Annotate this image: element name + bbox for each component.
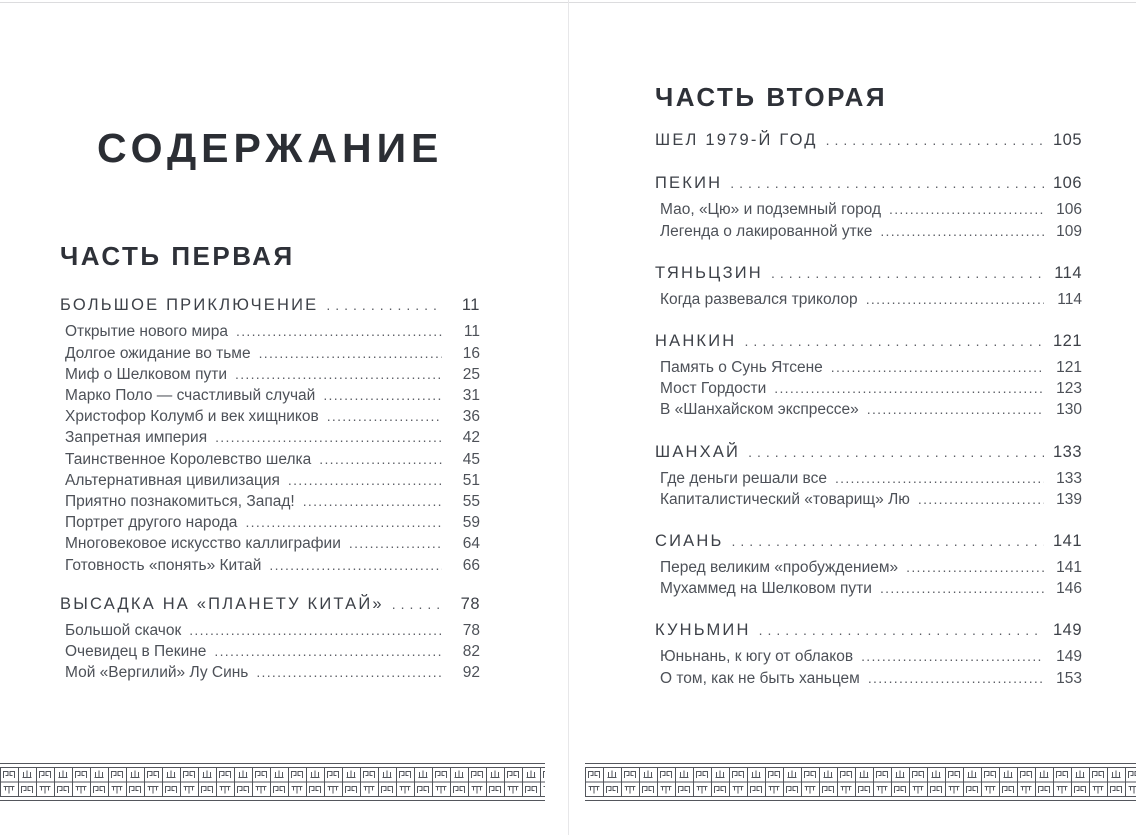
toc-entry — [655, 399, 1082, 420]
meander-border-right — [585, 763, 1136, 801]
toc-entry — [655, 646, 1082, 667]
toc-section-entries — [655, 357, 1082, 421]
page-gutter-divider — [568, 0, 569, 835]
toc-entry-page-number: 16 — [462, 344, 480, 362]
dot-leader — [861, 646, 1044, 667]
toc-section — [60, 592, 480, 684]
toc-section — [655, 618, 1082, 688]
toc-entry-title: Запретная империя — [65, 429, 208, 447]
toc-entry-page-number: 133 — [1056, 469, 1082, 487]
toc-entry — [60, 385, 480, 406]
toc-entry-page-number: 139 — [1056, 490, 1082, 508]
toc-section — [655, 529, 1082, 599]
dot-leader — [889, 199, 1044, 220]
dot-leader — [732, 529, 1044, 553]
toc-entry-title: Юньнань, к югу от облаков — [660, 648, 854, 666]
contents-title: СОДЕРЖАНИЕ — [97, 125, 444, 171]
dot-leader — [906, 557, 1044, 578]
toc-entry — [60, 470, 480, 491]
toc-entry-title: Мой «Вергилий» Лу Синь — [65, 664, 249, 682]
toc-section-page-number: 141 — [1052, 531, 1082, 550]
toc-entry-page-number: 55 — [462, 492, 480, 510]
toc-section-title: ВЫСАДКА НА «ПЛАНЕТУ КИТАЙ» — [60, 594, 384, 613]
toc-entry-page-number: 45 — [462, 450, 480, 468]
dot-leader — [880, 221, 1044, 242]
dot-leader — [323, 385, 442, 406]
toc-entry — [60, 620, 480, 641]
toc-entry-page-number: 42 — [462, 429, 480, 447]
toc-section — [655, 171, 1082, 241]
toc-entry-title: Мао, «Цю» и подземный город — [660, 201, 882, 219]
toc-section-title: ШАНХАЙ — [655, 442, 741, 461]
toc-entry — [655, 557, 1082, 578]
toc-entry — [60, 427, 480, 448]
dot-leader — [235, 364, 442, 385]
right-page — [655, 0, 1082, 689]
dot-leader — [303, 491, 442, 512]
toc-entry-page-number: 92 — [462, 664, 480, 682]
toc-entry-title: Капиталистический «товарищ» Лю — [660, 490, 910, 508]
toc-section-title: БОЛЬШОЕ ПРИКЛЮЧЕНИЕ — [60, 296, 319, 315]
toc-entry-page-number: 121 — [1056, 358, 1082, 376]
toc-entry-title: Большой скачок — [65, 621, 182, 639]
dot-leader — [866, 289, 1044, 310]
toc-entry — [655, 357, 1082, 378]
dot-leader — [774, 378, 1044, 399]
toc-entry-title: Перед великим «пробуждением» — [660, 558, 899, 576]
dot-leader — [349, 533, 442, 554]
toc-section — [60, 293, 480, 575]
toc-entry-page-number: 146 — [1056, 580, 1082, 598]
toc-section-entries — [655, 646, 1082, 688]
toc-section — [655, 261, 1082, 310]
dot-leader — [835, 468, 1044, 489]
toc-section-page-number: 114 — [1054, 263, 1082, 282]
dot-leader — [831, 357, 1044, 378]
toc-entry-title: Готовность «понять» Китай — [65, 556, 262, 574]
toc-entry — [655, 378, 1082, 399]
toc-section-heading — [655, 171, 1082, 195]
toc-entry — [655, 221, 1082, 242]
toc-entry — [60, 512, 480, 533]
dot-leader — [326, 293, 442, 317]
dot-leader — [288, 470, 442, 491]
toc-section-page-number: 78 — [460, 594, 480, 613]
dot-leader — [759, 618, 1044, 642]
toc-entry — [655, 289, 1082, 310]
toc-entry-page-number: 31 — [462, 386, 480, 404]
toc-entry-page-number: 141 — [1056, 558, 1082, 576]
toc-entry-page-number: 82 — [462, 642, 480, 660]
toc-entry — [60, 343, 480, 364]
dot-leader — [392, 592, 442, 616]
toc-entry-title: Открытие нового мира — [65, 323, 229, 341]
toc-entry-page-number: 130 — [1056, 401, 1082, 419]
toc-entry-title: В «Шанхайском экспрессе» — [660, 401, 859, 419]
part-one-heading: ЧАСТЬ ПЕРВАЯ — [60, 241, 295, 271]
dot-leader — [868, 668, 1044, 689]
toc-entry-title: Мухаммед на Шелковом пути — [660, 580, 872, 598]
toc-entry — [655, 468, 1082, 489]
toc-section-title: ПЕКИН — [655, 174, 723, 193]
toc-section-entries — [655, 289, 1082, 310]
dot-leader — [215, 427, 442, 448]
toc-entry-title: О том, как не быть ханьцем — [660, 669, 860, 687]
toc-section — [655, 329, 1082, 421]
toc-entry — [60, 662, 480, 683]
toc-section-page-number: 11 — [461, 296, 480, 315]
toc-section-heading — [60, 592, 480, 616]
dot-leader — [189, 620, 442, 641]
dot-leader — [327, 406, 442, 427]
left-page-sections — [60, 293, 480, 683]
toc-entry — [655, 199, 1082, 220]
dot-leader — [259, 343, 442, 364]
part-two-heading: ЧАСТЬ ВТОРАЯ — [655, 82, 888, 112]
toc-section-entries — [655, 199, 1082, 241]
toc-entry-title: Память о Сунь Ятсене — [660, 358, 823, 376]
toc-section — [655, 128, 1082, 152]
toc-entry-page-number: 109 — [1056, 222, 1082, 240]
toc-section-heading — [655, 128, 1082, 152]
dot-leader — [771, 261, 1044, 285]
toc-entry-page-number: 106 — [1056, 201, 1082, 219]
dot-leader — [748, 440, 1044, 464]
toc-entry — [655, 489, 1082, 510]
dot-leader — [730, 171, 1044, 195]
toc-section-heading — [655, 618, 1082, 642]
toc-entry — [655, 668, 1082, 689]
toc-section-heading — [655, 329, 1082, 353]
toc-entry-page-number: 25 — [462, 365, 480, 383]
toc-section-page-number: 121 — [1052, 331, 1082, 350]
toc-entry-title: Христофор Колумб и век хищников — [65, 408, 319, 426]
toc-entry-page-number: 64 — [462, 535, 480, 553]
left-page — [60, 0, 480, 683]
toc-entry-page-number: 11 — [463, 323, 480, 341]
toc-entry-page-number: 36 — [462, 408, 480, 426]
toc-entry-page-number: 59 — [462, 514, 480, 532]
dot-leader — [245, 512, 442, 533]
toc-section-title: ТЯНЬЦЗИН — [655, 263, 763, 282]
dot-leader — [867, 399, 1044, 420]
toc-entry-title: Мост Гордости — [660, 380, 767, 398]
toc-section-entries — [655, 468, 1082, 510]
toc-entry-title: Таинственное Королевство шелка — [65, 450, 312, 468]
toc-entry-title: Марко Поло — счастливый случай — [65, 386, 316, 404]
toc-entry-title: Где деньги решали все — [660, 469, 827, 487]
toc-section-heading — [655, 261, 1082, 285]
toc-entry-title: Многовековое искусство каллиграфии — [65, 535, 341, 553]
toc-section-entries — [60, 620, 480, 684]
toc-entry-page-number: 114 — [1057, 290, 1082, 308]
toc-section-title: СИАНЬ — [655, 531, 724, 550]
dot-leader — [744, 329, 1044, 353]
dot-leader — [269, 555, 442, 576]
toc-section — [655, 440, 1082, 510]
toc-entry — [60, 449, 480, 470]
toc-entry-page-number: 66 — [462, 556, 480, 574]
toc-section-entries — [655, 557, 1082, 599]
toc-section-heading — [655, 440, 1082, 464]
dot-leader — [214, 641, 442, 662]
toc-entry-title: Долгое ожидание во тьме — [65, 344, 251, 362]
toc-entry — [60, 533, 480, 554]
toc-entry-title: Альтернативная цивилизация — [65, 471, 280, 489]
toc-section-heading — [655, 529, 1082, 553]
dot-leader — [880, 578, 1044, 599]
dot-leader — [236, 321, 442, 342]
toc-entry-title: Миф о Шелковом пути — [65, 365, 228, 383]
toc-entry — [60, 406, 480, 427]
toc-entry — [60, 321, 480, 342]
toc-entry — [60, 364, 480, 385]
toc-entry-page-number: 51 — [462, 471, 480, 489]
toc-entry — [60, 491, 480, 512]
toc-entry-title: Когда развевался триколор — [660, 290, 858, 308]
toc-section-entries — [60, 321, 480, 575]
toc-entry-page-number: 153 — [1056, 669, 1082, 687]
toc-section-page-number: 149 — [1052, 621, 1082, 640]
toc-entry — [60, 555, 480, 576]
toc-section-title: КУНЬМИН — [655, 621, 751, 640]
dot-leader — [256, 662, 442, 683]
toc-entry — [60, 641, 480, 662]
toc-section-title: НАНКИН — [655, 331, 737, 350]
right-page-sections — [655, 128, 1082, 688]
toc-entry-title: Портрет другого народа — [65, 514, 238, 532]
toc-entry-title: Легенда о лакированной утке — [660, 222, 873, 240]
toc-entry-title: Очевидец в Пекине — [65, 642, 207, 660]
toc-section-heading — [60, 293, 480, 317]
dot-leader — [918, 489, 1044, 510]
toc-entry-page-number: 78 — [462, 621, 480, 639]
toc-entry-title: Приятно познакомиться, Запад! — [65, 492, 295, 510]
dot-leader — [319, 449, 442, 470]
toc-section-page-number: 133 — [1052, 442, 1082, 461]
dot-leader — [826, 128, 1044, 152]
toc-section-title: ШЕЛ 1979-Й ГОД — [655, 131, 818, 150]
toc-entry-page-number: 149 — [1056, 648, 1082, 666]
toc-entry — [655, 578, 1082, 599]
meander-border-left — [0, 763, 545, 801]
toc-entry-page-number: 123 — [1056, 380, 1082, 398]
toc-section-page-number: 105 — [1052, 131, 1082, 150]
toc-section-page-number: 106 — [1052, 174, 1082, 193]
